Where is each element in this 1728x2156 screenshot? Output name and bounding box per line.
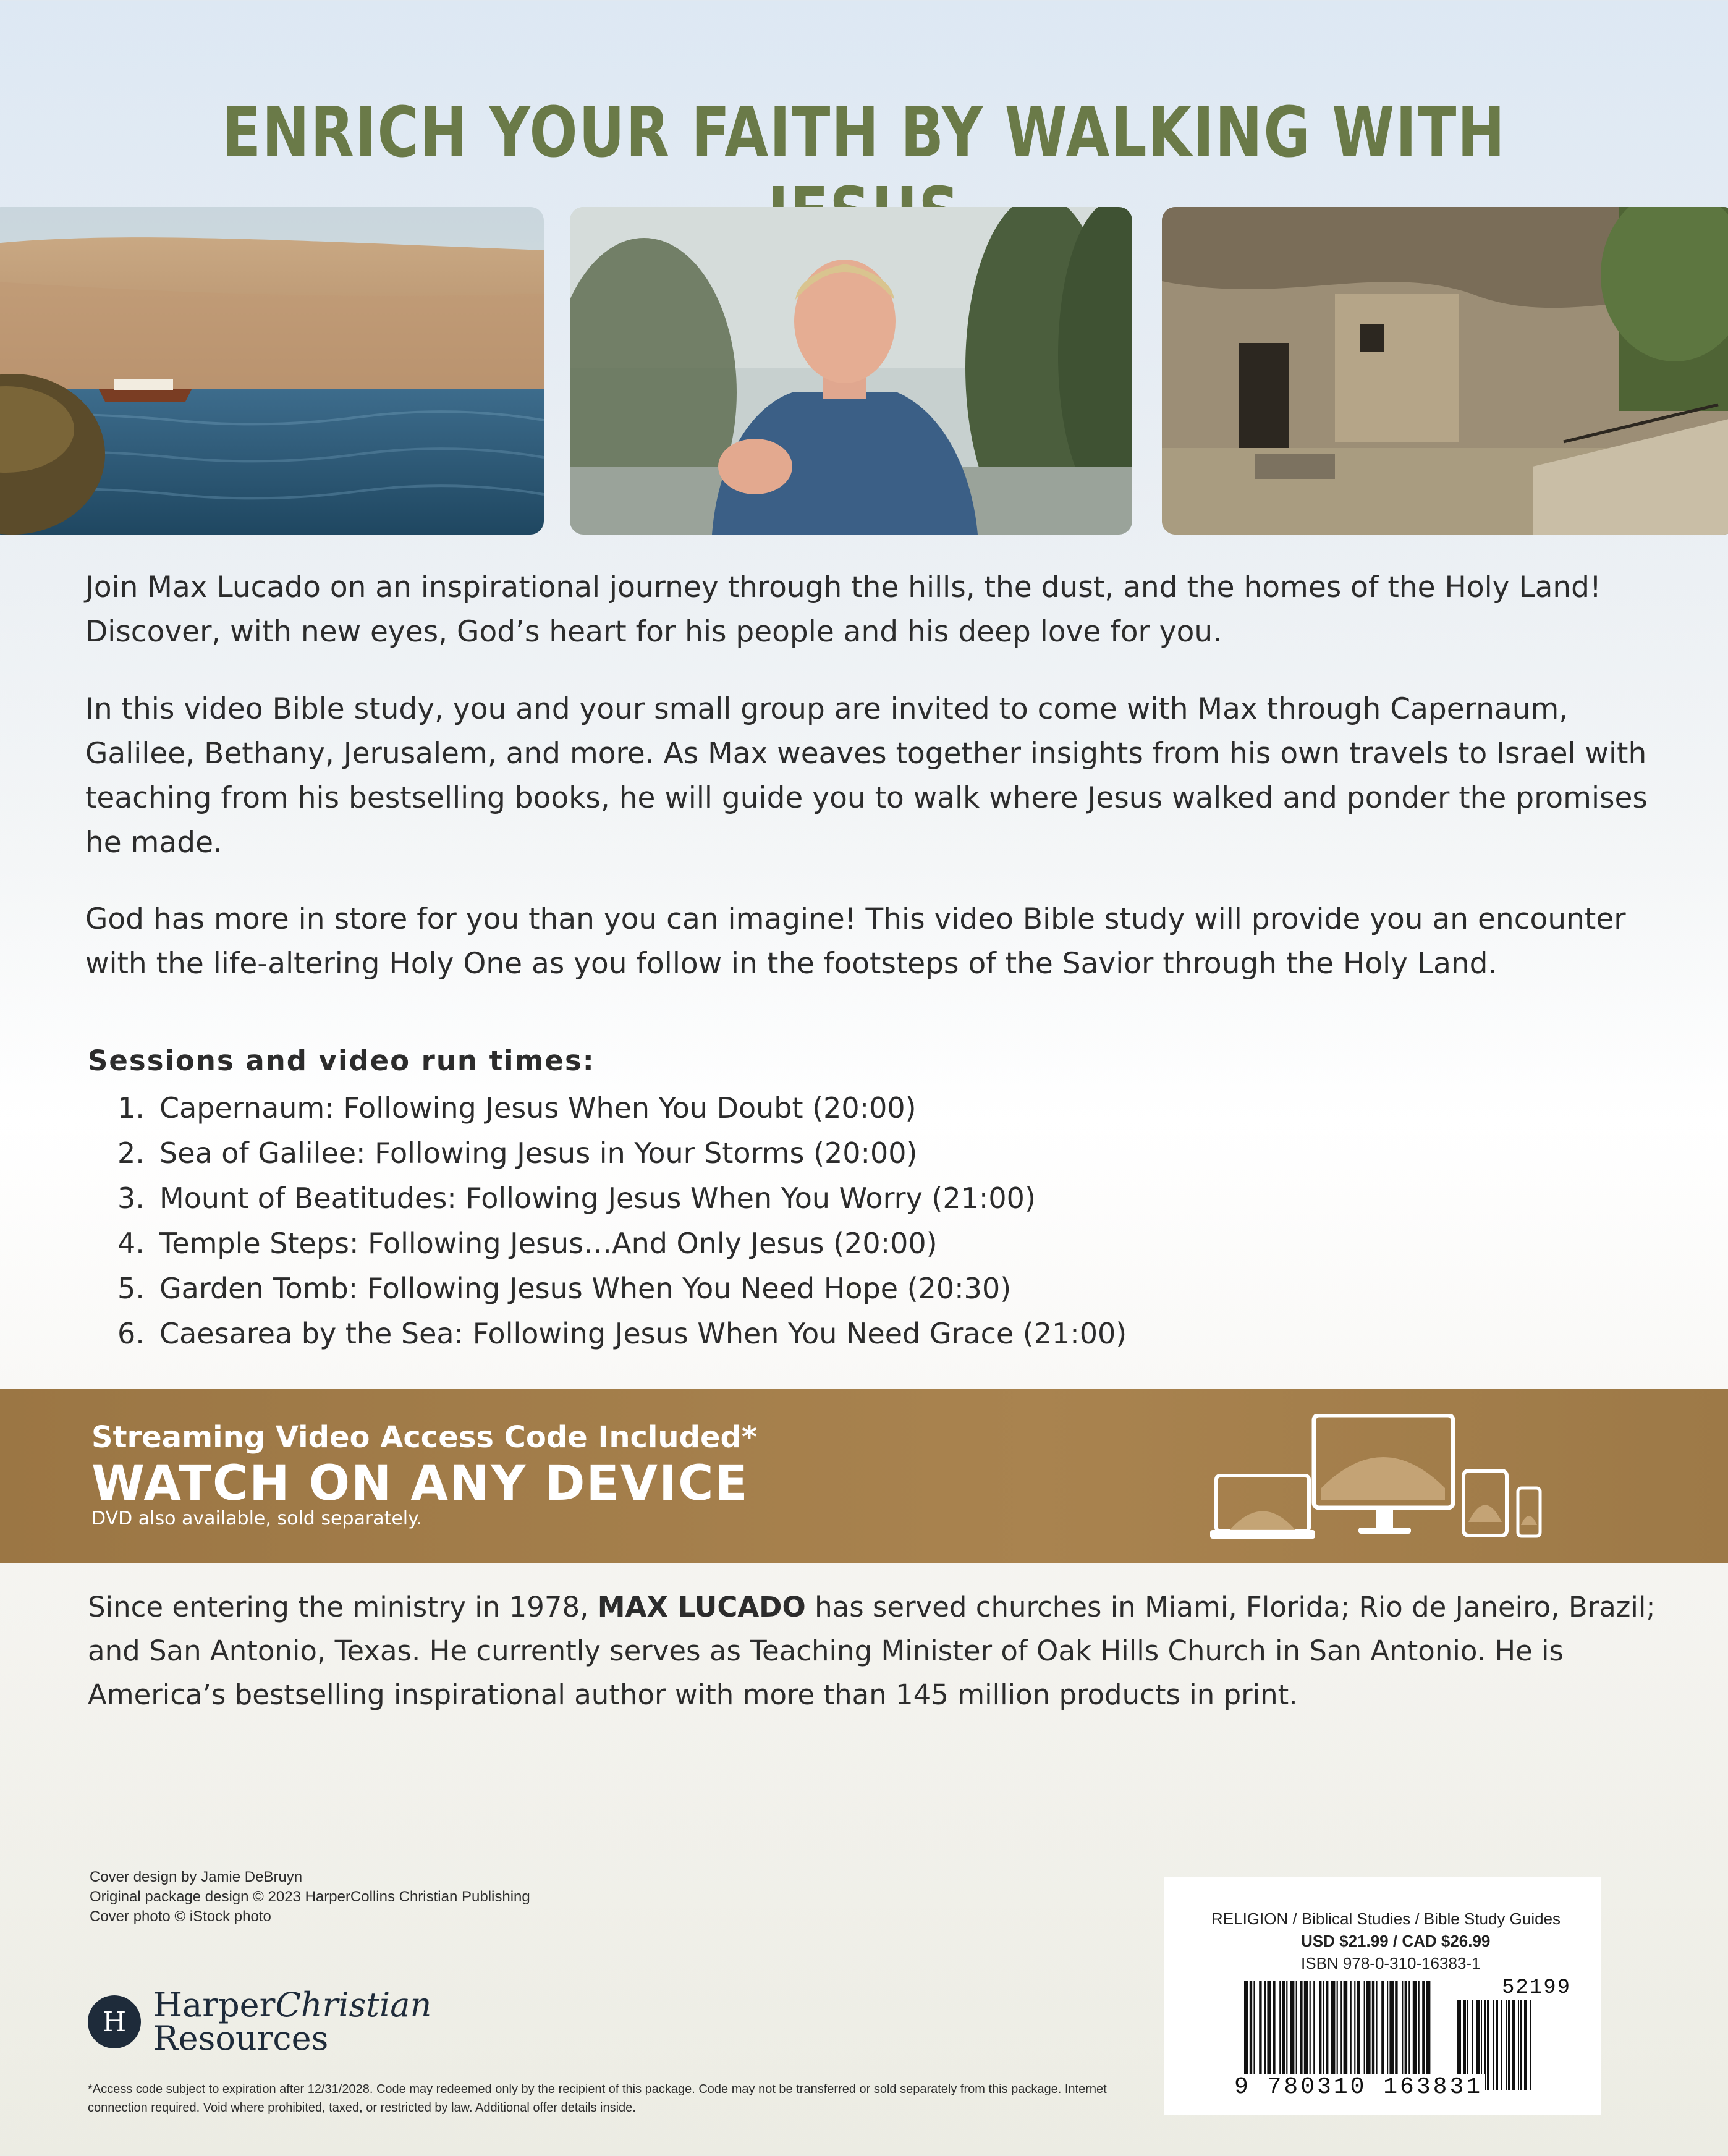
session-title: Caesarea by the Sea: Following Jesus When You Need Grace (21:00)	[159, 1317, 1127, 1350]
session-item	[117, 1136, 1127, 1182]
session-number: 4.	[117, 1227, 145, 1260]
session-title: Temple Steps: Following Jesus…And Only Jesus (20:00)	[159, 1227, 938, 1260]
session-item	[117, 1227, 1127, 1272]
bio-text-after: has served churches in Miami, Florida; Rio de Janeiro, Brazil; and San Antonio, Texas. He currently serves as Teaching Minister of Oak Hills Church in San Antonio. He is America’s bestselling inspirational author with more than 145 million products in print.	[88, 1591, 1656, 1711]
author-name: MAX LUCADO	[597, 1591, 806, 1623]
session-title: Garden Tomb: Following Jesus When You Need Hope (20:30)	[159, 1272, 1012, 1305]
laptop-icon	[1210, 1476, 1315, 1539]
barcode-digits: 9 780310 163831	[1232, 2074, 1485, 2100]
bisac-category: RELIGION / Biblical Studies / Bible Study Guides	[1211, 1909, 1561, 1928]
publisher-name	[153, 1985, 432, 2058]
study-description-paragraph: In this video Bible study, you and your small group are invited to come with Max through Capernaum, Galilee, Bethany, Jerusalem, and more. As Max weaves together insights from his own travels to Israel with teaching from his bestselling books, he will guide you to walk where Jesus walked and ponder the promises he made.	[85, 692, 1648, 860]
devices-illustration	[1210, 1414, 1556, 1544]
session-number: 3.	[117, 1182, 145, 1215]
isbn: ISBN 978-0-310-16383-1	[1301, 1954, 1481, 1972]
session-number: 6.	[117, 1317, 145, 1350]
price-addon-code: 52199	[1502, 1976, 1572, 2000]
credit-line: Cover design by Jamie DeBruyn	[90, 1869, 303, 1885]
speaker-photo	[570, 207, 1132, 535]
session-item	[117, 1317, 1127, 1362]
session-title: Capernaum: Following Jesus When You Doubt (20:00)	[159, 1091, 917, 1125]
credit-line: Original package design © 2023 HarperCollins Christian Publishing	[90, 1888, 530, 1905]
publisher-mark-icon: H	[88, 1995, 141, 2048]
publisher-name-italic: Christian	[275, 1985, 432, 2024]
session-title: Mount of Beatitudes: Following Jesus When You Worry (21:00)	[159, 1182, 1036, 1215]
sessions-list	[117, 1091, 1127, 1362]
sea-of-galilee-photo	[0, 207, 544, 535]
credit-line: Cover photo © iStock photo	[90, 1908, 271, 1925]
session-title: Sea of Galilee: Following Jesus in Your Storms (20:00)	[159, 1136, 918, 1170]
session-item	[117, 1182, 1127, 1227]
streaming-subtitle: Streaming Video Access Code Included*	[91, 1420, 757, 1455]
streaming-title: WATCH ON ANY DEVICE	[91, 1456, 749, 1511]
garden-tomb-photo	[1162, 207, 1728, 535]
price: USD $21.99 / CAD $26.99	[1301, 1932, 1491, 1950]
publisher-logo	[88, 1985, 432, 2058]
session-item	[117, 1272, 1127, 1317]
phone-icon	[1518, 1488, 1540, 1536]
desktop-monitor-icon	[1314, 1415, 1453, 1534]
design-credits	[90, 1867, 530, 1927]
access-code-fine-print: *Access code subject to expiration after 12/31/2028. Code may redeemed only by the recipient of this package. Code may not be transferred or sold separately from this package. Internet connection required. Void where prohibited, taxed, or restricted by law. Additional offer details inside.	[88, 2082, 1107, 2115]
encounter-paragraph: God has more in store for you than you can imagine! This video Bible study will provide you an encounter with the life-altering Holy One as you follow in the footsteps of the Savior through the Holy Land.	[85, 902, 1626, 981]
tablet-icon	[1463, 1471, 1507, 1536]
dvd-note: DVD also available, sold separately.	[91, 1508, 423, 1529]
session-item	[117, 1091, 1127, 1136]
publisher-name-line2: Resources	[153, 2019, 329, 2058]
publisher-name-plain: Harper	[153, 1985, 276, 2024]
session-number: 1.	[117, 1091, 145, 1125]
bio-text-before: Since entering the ministry in 1978,	[88, 1591, 598, 1623]
session-number: 2.	[117, 1136, 145, 1170]
intro-paragraph: Join Max Lucado on an inspirational journey through the hills, the dust, and the homes of the Holy Land! Discover, with new eyes, God’s heart for his people and his deep love for you.	[85, 570, 1601, 649]
sessions-heading: Sessions and video run times:	[88, 1044, 595, 1077]
headline: ENRICH YOUR FAITH BY WALKING WITH	[222, 93, 1506, 173]
session-number: 5.	[117, 1272, 145, 1305]
barcode-panel	[1164, 1877, 1601, 2115]
author-bio	[88, 1585, 1658, 1717]
